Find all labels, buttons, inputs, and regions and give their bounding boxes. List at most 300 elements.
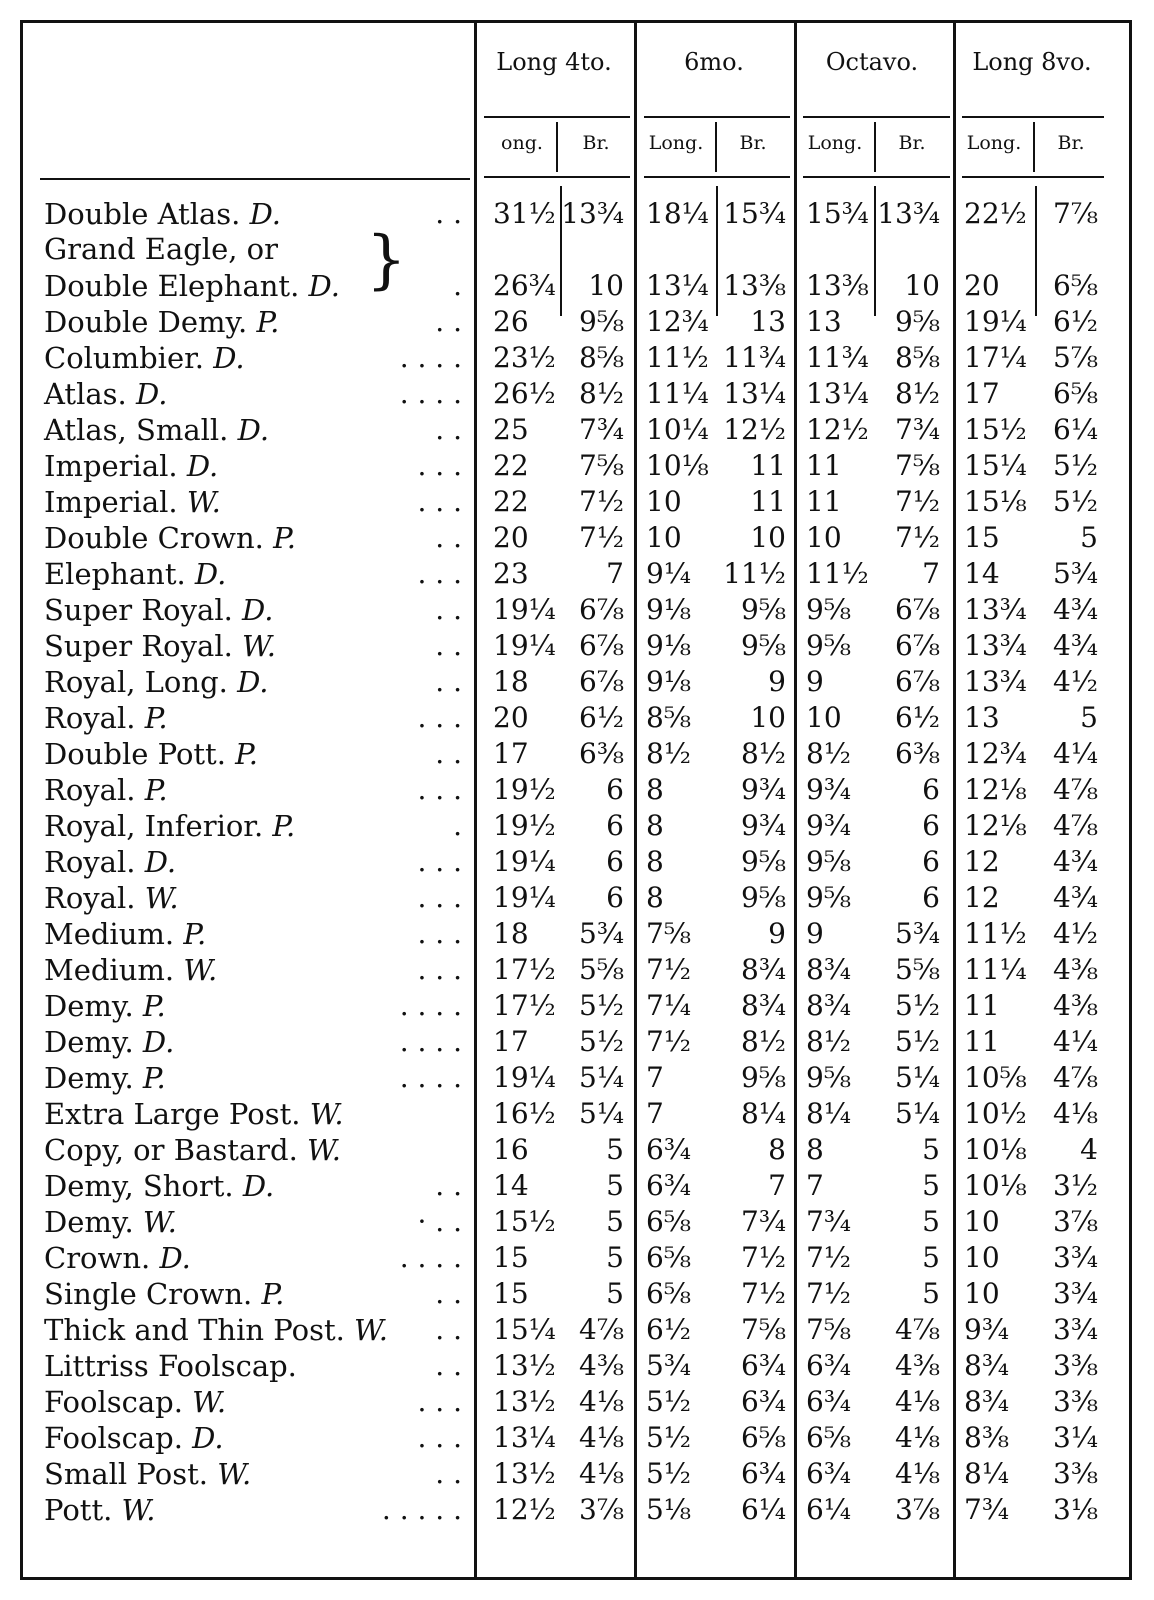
entry-name [44, 522, 296, 554]
value-cell: 4⅛ [579, 1385, 624, 1418]
entry-name [44, 1278, 284, 1310]
value-cell: 26¾ [493, 269, 556, 302]
value-cell: 11¾ [723, 341, 786, 374]
value-cell: 17 [493, 1025, 529, 1058]
value-cell: 5 [606, 1205, 624, 1238]
value-cell: 17¼ [964, 341, 1027, 374]
paper-name: Extra Large Post. [44, 1097, 301, 1131]
entry-name [44, 1242, 191, 1274]
paper-name: Littriss Foolscap. [44, 1349, 297, 1383]
leader-dots: . . [435, 1313, 462, 1346]
value-cell: 12¾ [646, 305, 709, 338]
value-cell: 10⅛ [964, 1133, 1027, 1166]
value-cell: 5¼ [895, 1061, 940, 1094]
value-cell: 7 [922, 557, 940, 590]
paper-name: Demy. [44, 1025, 134, 1059]
value-cell: 16 [493, 1133, 529, 1166]
value-cell: 19½ [493, 773, 556, 806]
maker-mark: W. [354, 1313, 389, 1347]
value-cell: 9⅝ [806, 845, 851, 878]
value-cell: 4⅛ [895, 1457, 940, 1490]
value-cell: 3¾ [1053, 1277, 1098, 1310]
entry-name [44, 1386, 226, 1418]
maker-mark: P. [183, 917, 207, 951]
value-cell: 31½ [493, 197, 556, 230]
value-cell: 26 [493, 305, 529, 338]
value-cell: 8¾ [806, 953, 851, 986]
value-cell: 6¾ [646, 1133, 691, 1166]
value-cell: 6½ [895, 701, 940, 734]
value-cell: 15¼ [964, 449, 1027, 482]
leader-dots: . . [435, 593, 462, 626]
value-cell: 7½ [741, 1241, 786, 1274]
leader-dots: . . [435, 305, 462, 338]
leader-dots: . . . [417, 557, 462, 590]
value-cell: 6⅝ [646, 1205, 691, 1238]
value-cell: 13¾ [877, 197, 940, 230]
value-cell: 7¼ [646, 989, 691, 1022]
leader-dots: . . [435, 521, 462, 554]
value-cell: 15½ [964, 413, 1027, 446]
maker-mark: W. [121, 1493, 156, 1527]
maker-mark: D. [186, 449, 219, 483]
maker-mark: P. [235, 737, 259, 771]
value-cell: 4⅞ [579, 1313, 624, 1346]
value-cell: 12 [964, 845, 1000, 878]
body-divider [1035, 186, 1037, 316]
value-cell: 8 [646, 845, 664, 878]
value-cell: 9 [806, 665, 824, 698]
value-cell: 5 [922, 1169, 940, 1202]
subheader-long: Long. [966, 132, 1022, 154]
paper-name: Imperial. [44, 449, 178, 483]
leader-dots: . . . [417, 917, 462, 950]
value-cell: 5 [922, 1277, 940, 1310]
paper-name: Demy, Short. [44, 1169, 234, 1203]
column-rule [953, 23, 956, 1577]
header-rule-left [40, 178, 470, 180]
column-rule [634, 23, 637, 1577]
value-cell: 7⅝ [741, 1313, 786, 1346]
maker-mark: W. [142, 1205, 177, 1239]
value-cell: 6⅝ [806, 1421, 851, 1454]
paper-name: Atlas, Small. [44, 413, 229, 447]
value-cell: 9¾ [741, 809, 786, 842]
value-cell: 7½ [646, 953, 691, 986]
value-cell: 10 [904, 269, 940, 302]
value-cell: 11¼ [964, 953, 1027, 986]
value-cell: 3⅛ [1053, 1493, 1098, 1526]
entry-name [44, 810, 295, 842]
maker-mark: D. [144, 845, 177, 879]
value-cell: 6 [922, 881, 940, 914]
value-cell: 6¾ [741, 1385, 786, 1418]
value-cell: 25 [493, 413, 529, 446]
value-cell: 9¾ [806, 773, 851, 806]
value-cell: 7 [606, 557, 624, 590]
value-cell: 5½ [646, 1385, 691, 1418]
value-cell: 3⅜ [1053, 1385, 1098, 1418]
body-divider [874, 186, 876, 316]
value-cell: 11¾ [806, 341, 869, 374]
value-cell: 11 [806, 449, 842, 482]
value-cell: 3⅞ [1053, 1205, 1098, 1238]
value-cell: 6 [606, 845, 624, 878]
maker-mark: P. [272, 809, 296, 843]
maker-mark: P. [142, 1061, 166, 1095]
value-cell: 9⅝ [741, 629, 786, 662]
value-cell: 8¾ [964, 1349, 1009, 1382]
subheader-long: Long. [807, 132, 863, 154]
maker-mark: D. [213, 341, 245, 375]
paper-name: Super Royal. [44, 593, 233, 627]
value-cell: 8¾ [741, 989, 786, 1022]
subheader-breadth: Br. [582, 132, 610, 154]
value-cell: 4⅞ [1053, 1061, 1098, 1094]
value-cell: 22 [493, 449, 529, 482]
maker-mark: D. [159, 1241, 191, 1275]
value-cell: 10 [964, 1205, 1000, 1238]
paper-name: Crown. [44, 1241, 151, 1275]
value-cell: 9 [806, 917, 824, 950]
group-rule [644, 116, 790, 118]
value-cell: 3¾ [1053, 1313, 1098, 1346]
value-cell: 12¾ [964, 737, 1027, 770]
paper-name: Atlas. [44, 377, 127, 411]
value-cell: 5½ [895, 1025, 940, 1058]
subheader-breadth: Br. [1057, 132, 1085, 154]
value-cell: 22 [493, 485, 529, 518]
maker-mark: P. [273, 521, 296, 555]
group-rule [803, 116, 950, 118]
entry-name [44, 990, 166, 1022]
leader-dots: . . [435, 1169, 462, 1202]
value-cell: 5 [606, 1133, 624, 1166]
value-cell: 8 [646, 773, 664, 806]
value-cell: 15 [493, 1277, 529, 1310]
value-cell: 6 [606, 881, 624, 914]
paper-name: Double Atlas. [44, 197, 241, 231]
value-cell: 11½ [646, 341, 709, 374]
value-cell: 3⅜ [1053, 1457, 1098, 1490]
paper-name: Foolscap. [44, 1421, 183, 1455]
leader-dots: . . . [417, 701, 462, 734]
leader-dots: . [453, 809, 462, 842]
value-cell: 9⅝ [741, 1061, 786, 1094]
value-cell: 10⅛ [964, 1169, 1027, 1202]
value-cell: 6⅜ [579, 737, 624, 770]
group-header: 6mo. [684, 48, 744, 76]
entry-name [44, 486, 221, 518]
leader-dots: . . [435, 665, 462, 698]
leader-dots: . . [435, 1457, 462, 1490]
value-cell: 19¼ [493, 881, 556, 914]
value-cell: 8¼ [964, 1457, 1009, 1490]
value-cell: 20 [493, 701, 529, 734]
value-cell: 10 [806, 701, 842, 734]
value-cell: 15¾ [806, 197, 869, 230]
value-cell: 7 [806, 1169, 824, 1202]
value-cell: 17½ [493, 953, 556, 986]
leader-dots: · . . [417, 1205, 462, 1238]
value-cell: 6¾ [806, 1385, 851, 1418]
value-cell: 4⅞ [1053, 773, 1098, 806]
maker-mark: D. [237, 665, 269, 699]
value-cell: 10 [964, 1277, 1000, 1310]
paper-name: Pott. [44, 1493, 113, 1527]
value-cell: 18 [493, 665, 529, 698]
value-cell: 6¾ [806, 1457, 851, 1490]
paper-name: Royal. [44, 845, 136, 879]
maker-mark: D. [242, 1169, 275, 1203]
value-cell: 5 [922, 1205, 940, 1238]
value-cell: 20 [493, 521, 529, 554]
leader-dots: . . [435, 737, 462, 770]
value-cell: 3⅞ [895, 1493, 940, 1526]
maker-mark: W. [307, 1133, 341, 1167]
value-cell: 6¾ [741, 1349, 786, 1382]
value-cell: 7½ [806, 1277, 851, 1310]
paper-name: Medium. [44, 917, 175, 951]
value-cell: 15 [964, 521, 1000, 554]
value-cell: 11 [964, 989, 1000, 1022]
value-cell: 8 [768, 1133, 786, 1166]
value-cell: 4⅜ [895, 1349, 940, 1382]
value-cell: 3¾ [1053, 1241, 1098, 1274]
entry-name [44, 1134, 341, 1166]
value-cell: 11½ [723, 557, 786, 590]
maker-mark: W. [144, 881, 179, 915]
maker-mark: P. [142, 989, 166, 1023]
value-cell: 9⅝ [741, 881, 786, 914]
value-cell: 6 [922, 809, 940, 842]
value-cell: 9¼ [646, 557, 691, 590]
value-cell: 6⅝ [741, 1421, 786, 1454]
maker-mark: P. [256, 305, 280, 339]
value-cell: 6⅞ [579, 629, 624, 662]
paper-name: Demy. [44, 1061, 134, 1095]
value-cell: 12⅛ [964, 809, 1027, 842]
value-cell: 13¾ [964, 629, 1027, 662]
value-cell: 10⅝ [964, 1061, 1027, 1094]
value-cell: 5⅝ [579, 953, 624, 986]
value-cell: 13 [806, 305, 842, 338]
value-cell: 9⅛ [646, 593, 691, 626]
entry-name [44, 630, 276, 662]
value-cell: 3¼ [1053, 1421, 1098, 1454]
entry-name [44, 450, 218, 482]
entry-name [44, 558, 226, 590]
value-cell: 8½ [646, 737, 691, 770]
value-cell: 6⅝ [1053, 269, 1098, 302]
value-cell: 4 [1080, 1133, 1098, 1166]
entry-name [44, 270, 340, 302]
value-cell: 9⅝ [806, 593, 851, 626]
value-cell: 7⅞ [1053, 197, 1098, 230]
value-cell: 6½ [1053, 305, 1098, 338]
value-cell: 7¾ [895, 413, 940, 446]
value-cell: 5¾ [579, 917, 624, 950]
value-cell: 4⅞ [1053, 809, 1098, 842]
value-cell: 8¾ [806, 989, 851, 1022]
value-cell: 22½ [964, 197, 1027, 230]
brace-symbol: } [366, 223, 407, 297]
maker-mark: D. [135, 377, 168, 411]
subheader-breadth: Br. [898, 132, 926, 154]
value-cell: 5½ [646, 1421, 691, 1454]
maker-mark: W. [309, 1097, 344, 1131]
value-cell: 19¼ [493, 845, 556, 878]
paper-name: Demy. [44, 1205, 134, 1239]
value-cell: 13½ [493, 1457, 556, 1490]
value-cell: 5 [606, 1241, 624, 1274]
value-cell: 6 [922, 845, 940, 878]
paper-name: Double Demy. [44, 305, 248, 339]
maker-mark: D. [242, 593, 274, 627]
value-cell: 4⅛ [579, 1421, 624, 1454]
value-cell: 6⅞ [579, 665, 624, 698]
value-cell: 5½ [1053, 485, 1098, 518]
value-cell: 19½ [493, 809, 556, 842]
value-cell: 13½ [493, 1349, 556, 1382]
group-rule [484, 116, 630, 118]
value-cell: 12⅛ [964, 773, 1027, 806]
value-cell: 11 [750, 449, 786, 482]
paper-name: Demy. [44, 989, 134, 1023]
entry-name [44, 1026, 174, 1058]
value-cell: 4¾ [1053, 593, 1098, 626]
leader-dots: . . . . [399, 377, 462, 410]
value-cell: 11¼ [646, 377, 709, 410]
value-cell: 13¾ [964, 593, 1027, 626]
value-cell: 12 [964, 881, 1000, 914]
paper-name: Medium. [44, 953, 175, 987]
value-cell: 19¼ [493, 593, 556, 626]
paper-name: Royal. [44, 701, 136, 735]
value-cell: 4¾ [1053, 629, 1098, 662]
value-cell: 5⅛ [646, 1493, 691, 1526]
maker-mark: D. [308, 269, 340, 303]
value-cell: 7 [646, 1061, 664, 1094]
value-cell: 23½ [493, 341, 556, 374]
entry-name [44, 233, 278, 265]
value-cell: 6⅜ [895, 737, 940, 770]
value-cell: 15¾ [723, 197, 786, 230]
value-cell: 7½ [646, 1025, 691, 1058]
value-cell: 15⅛ [964, 485, 1027, 518]
value-cell: 6⅞ [895, 629, 940, 662]
paper-name: Columbier. [44, 341, 204, 375]
maker-mark: W. [186, 485, 221, 519]
value-cell: 9⅛ [646, 665, 691, 698]
paper-name: Double Pott. [44, 737, 226, 771]
leader-dots: . . . [417, 485, 462, 518]
value-cell: 8 [646, 809, 664, 842]
entry-name [44, 882, 179, 914]
entry-name [44, 1494, 156, 1526]
subheader-rule [962, 176, 1104, 178]
value-cell: 5 [606, 1169, 624, 1202]
entry-name [44, 1350, 297, 1382]
value-cell: 9⅝ [895, 305, 940, 338]
value-cell: 13¾ [964, 665, 1027, 698]
paper-name: Grand Eagle, or [44, 232, 278, 266]
value-cell: 4½ [1053, 917, 1098, 950]
value-cell: 13 [964, 701, 1000, 734]
leader-dots: . . . [417, 881, 462, 914]
value-cell: 8¼ [741, 1097, 786, 1130]
value-cell: 4⅛ [1053, 1097, 1098, 1130]
subheader-rule [484, 176, 630, 178]
value-cell: 4⅞ [895, 1313, 940, 1346]
value-cell: 7¾ [741, 1205, 786, 1238]
leader-dots: . . . . [399, 1025, 462, 1058]
leader-dots: . . . [417, 953, 462, 986]
maker-mark: D. [249, 197, 282, 231]
entry-name [44, 846, 176, 878]
value-cell: 13¾ [561, 197, 624, 230]
value-cell: 9⅝ [741, 593, 786, 626]
entry-name [44, 918, 206, 950]
value-cell: 17½ [493, 989, 556, 1022]
value-cell: 10 [646, 485, 682, 518]
value-cell: 15¼ [493, 1313, 556, 1346]
value-cell: 7⅝ [646, 917, 691, 950]
value-cell: 9 [768, 917, 786, 950]
value-cell: 6 [922, 773, 940, 806]
paper-name: Small Post. [44, 1457, 208, 1491]
entry-name [44, 1422, 224, 1454]
value-cell: 18 [493, 917, 529, 950]
value-cell: 8½ [806, 737, 851, 770]
value-cell: 6¾ [741, 1457, 786, 1490]
value-cell: 7½ [895, 521, 940, 554]
value-cell: 19¼ [493, 629, 556, 662]
paper-name: Royal. [44, 881, 136, 915]
value-cell: 8½ [806, 1025, 851, 1058]
leader-dots: . . . [417, 1421, 462, 1454]
entry-name [44, 1206, 177, 1238]
value-cell: 8½ [579, 377, 624, 410]
value-cell: 6¼ [806, 1493, 851, 1526]
value-cell: 8½ [741, 1025, 786, 1058]
value-cell: 5¾ [646, 1349, 691, 1382]
value-cell: 7¾ [806, 1205, 851, 1238]
entry-name [44, 306, 279, 338]
value-cell: 5 [922, 1241, 940, 1274]
value-cell: 5 [1080, 701, 1098, 734]
entry-name [44, 1458, 251, 1490]
value-cell: 12½ [806, 413, 869, 446]
value-cell: 10¼ [646, 413, 709, 446]
value-cell: 10 [646, 521, 682, 554]
value-cell: 17 [493, 737, 529, 770]
value-cell: 10⅛ [646, 449, 709, 482]
value-cell: 14 [493, 1169, 529, 1202]
leader-dots: . . . . . [381, 1493, 462, 1526]
value-cell: 7 [646, 1097, 664, 1130]
value-cell: 5¼ [579, 1061, 624, 1094]
paper-name: Double Elephant. [44, 269, 300, 303]
value-cell: 10½ [964, 1097, 1027, 1130]
leader-dots: . . . . [399, 989, 462, 1022]
value-cell: 7⅝ [895, 449, 940, 482]
group-header: Long 4to. [496, 48, 612, 76]
value-cell: 6⅞ [579, 593, 624, 626]
value-cell: 6¼ [1053, 413, 1098, 446]
value-cell: 5⅝ [895, 953, 940, 986]
value-cell: 7½ [806, 1241, 851, 1274]
